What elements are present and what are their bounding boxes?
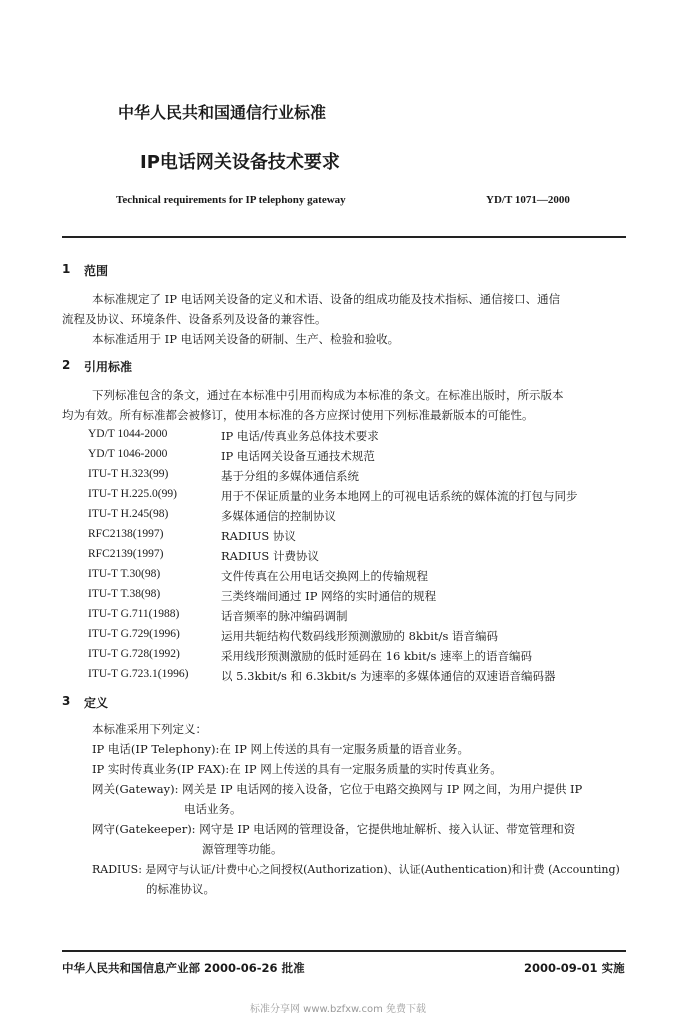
reference-list bbox=[88, 428, 628, 688]
reference-title: RADIUS 计费协议 bbox=[221, 549, 319, 563]
section-1-number: 1 bbox=[62, 262, 71, 276]
section-2-heading bbox=[62, 358, 262, 374]
document-title-english: Technical requirements for IP telephony gateway bbox=[116, 194, 346, 206]
reference-code: ITU-T T.30(98) bbox=[88, 568, 161, 580]
reference-title: 文件传真在公用电话交换网上的传输规程 bbox=[221, 569, 428, 583]
section-2-number: 2 bbox=[62, 358, 71, 372]
effective-date: 2000-09-01 实施 bbox=[524, 961, 625, 975]
section-3-heading bbox=[62, 694, 262, 710]
document-organization: 中华人民共和国通信行业标准 bbox=[118, 103, 327, 122]
reference-code: ITU-T H.323(99) bbox=[88, 468, 169, 480]
watermark: 标准分享网 www.bzfxw.com 免费下载 bbox=[250, 1004, 426, 1015]
definition-gatekeeper-line-1: 网守(Gatekeeper): 网守是 IP 电话网的管理设备，它提供地址解析、接入认证、带宽管理和资 bbox=[92, 822, 576, 836]
section-2-paragraph-line-1: 下列标准包含的条文，通过在本标准中引用而构成为本标准的条文。在标准出版时，所示版本 bbox=[92, 388, 564, 402]
reference-title: 多媒体通信的控制协议 bbox=[221, 509, 336, 523]
reference-code: ITU-T T.38(98) bbox=[88, 588, 161, 600]
definition-gateway-line-1: 网关(Gateway): 网关是 IP 电话网的接入设备，它位于电路交换网与 IP 网之间，为用户提供 IP bbox=[92, 782, 583, 796]
section-1-paragraph-2: 本标准适用于 IP 电话网关设备的研制、生产、检验和验收。 bbox=[92, 332, 400, 346]
section-1-heading bbox=[62, 262, 262, 278]
reference-code: YD/T 1046-2000 bbox=[88, 448, 168, 460]
definition-ip-telephony: IP 电话(IP Telephony):在 IP 网上传送的具有一定服务质量的语音业务。 bbox=[92, 742, 469, 756]
reference-title: 采用线形预测激励的低时延码在 16 kbit/s 速率上的语音编码 bbox=[221, 649, 533, 663]
reference-title: 以 5.3kbit/s 和 6.3kbit/s 为速率的多媒体通信的双速语音编码器 bbox=[221, 669, 556, 683]
reference-title: IP 电话网关设备互通技术规范 bbox=[221, 449, 375, 463]
reference-title: 基于分组的多媒体通信系统 bbox=[221, 469, 359, 483]
reference-title: 话音频率的脉冲编码调制 bbox=[221, 609, 348, 623]
document-title: IP电话网关设备技术要求 bbox=[140, 152, 340, 173]
definition-radius-line-1: RADIUS: 是网守与认证/计费中心之间授权(Authorization)、认证(Authentication)和计费 (Accounting) bbox=[92, 863, 620, 876]
section-1-paragraph-1-line-1: 本标准规定了 IP 电话网关设备的定义和术语、设备的组成功能及技术指标、通信接口、通信 bbox=[92, 292, 561, 306]
reference-title: 运用共轭结构代数码线形预测激励的 8kbit/s 语音编码 bbox=[221, 629, 499, 643]
footer-divider bbox=[62, 950, 626, 952]
definition-gateway-line-2: 电话业务。 bbox=[184, 802, 242, 816]
section-1-title: 范围 bbox=[84, 264, 109, 278]
section-3-number: 3 bbox=[62, 694, 71, 708]
section-2-title: 引用标准 bbox=[84, 360, 133, 374]
standard-code: YD/T 1071—2000 bbox=[486, 194, 570, 206]
definition-radius-line-2: 的标准协议。 bbox=[146, 882, 215, 896]
reference-title: 三类终端间通过 IP 网络的实时通信的规程 bbox=[221, 589, 437, 603]
reference-code: RFC2138(1997) bbox=[88, 528, 164, 540]
reference-title: RADIUS 协议 bbox=[221, 529, 296, 543]
reference-code: ITU-T G.728(1992) bbox=[88, 648, 180, 660]
definition-ip-fax: IP 实时传真业务(IP FAX):在 IP 网上传送的具有一定服务质量的实时传真业务。 bbox=[92, 762, 502, 776]
reference-title: IP 电话/传真业务总体技术要求 bbox=[221, 429, 379, 443]
reference-code: ITU-T H.225.0(99) bbox=[88, 488, 177, 500]
header-divider bbox=[62, 236, 626, 238]
reference-title: 用于不保证质量的业务本地网上的可视电话系统的媒体流的打包与同步 bbox=[221, 489, 578, 503]
reference-code: ITU-T H.245(98) bbox=[88, 508, 169, 520]
definition-gatekeeper-line-2: 源管理等功能。 bbox=[202, 842, 283, 856]
section-3-title: 定义 bbox=[84, 696, 109, 710]
reference-code: ITU-T G.711(1988) bbox=[88, 608, 180, 620]
reference-code: ITU-T G.723.1(1996) bbox=[88, 668, 189, 680]
reference-code: RFC2139(1997) bbox=[88, 548, 164, 560]
reference-code: ITU-T G.729(1996) bbox=[88, 628, 180, 640]
section-2-paragraph-line-2: 均为有效。所有标准都会被修订，使用本标准的各方应探讨使用下列标准最新版本的可能性。 bbox=[62, 408, 534, 422]
reference-code: YD/T 1044-2000 bbox=[88, 428, 168, 440]
section-1-paragraph-1-line-2: 流程及协议、环境条件、设备系列及设备的兼容性。 bbox=[62, 312, 327, 326]
definitions-intro: 本标准采用下列定义： bbox=[92, 722, 207, 736]
approval-info: 中华人民共和国信息产业部 2000-06-26 批准 bbox=[62, 961, 305, 975]
